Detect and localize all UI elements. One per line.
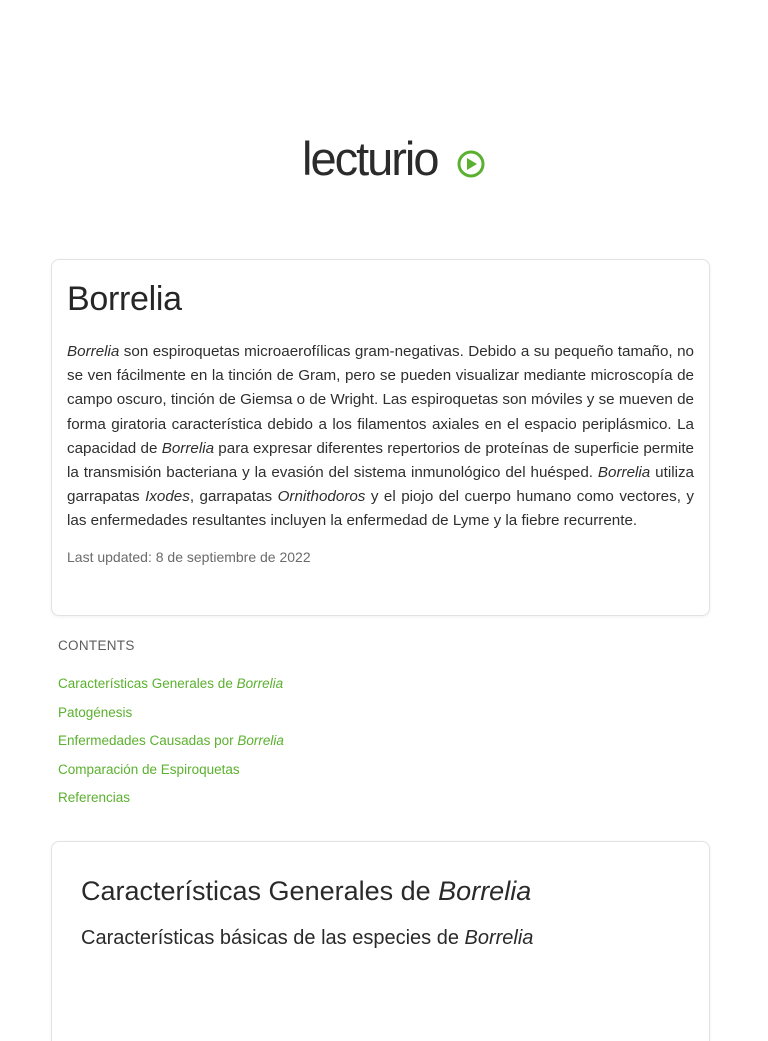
toc-link[interactable]: Comparación de Espiroquetas <box>58 761 240 777</box>
summary-text: para expresar diferentes repertorios de proteínas de superficie permite la transmisión bacteriana y la evasión del sistema inmunológico del huésped. <box>67 439 694 482</box>
toc-link[interactable]: Enfermedades Causadas por Borrelia <box>58 733 284 748</box>
toc-list <box>58 670 698 813</box>
summary-text: , garrapatas <box>189 488 278 506</box>
summary-text: y el piojo del cuerpo humano como vectores, y las enfermedades resultantes incluyen la enfermedad de Lyme y la fiebre recurrente. <box>67 488 694 530</box>
toc-link[interactable]: Referencias <box>58 790 131 805</box>
section-subheading: Características básicas de las especies de Borrelia <box>81 927 534 949</box>
summary-italic-term: Ixodes <box>145 488 190 506</box>
lecturio-logo-mark <box>302 133 486 185</box>
summary-italic-term: Borrelia <box>161 439 215 457</box>
section-card <box>51 841 710 1041</box>
logo-wordmark: lecturio <box>302 133 438 185</box>
article-summary <box>67 340 694 534</box>
summary-text: son espiroquetas microaerofílicas gram-negativas. Debido a su pequeño tamaño, no se ven fácilmente en la tinción de Gram, pero se pueden visualizar mediante microscopía de campo oscuro, tinción de Giemsa o de Wright. Las espiroquetas son móviles y se mueven de forma giratoria característica debido a los filamentos axiales en el espacio periplásmico. La capacidad de <box>67 343 694 457</box>
summary-italic-term: Ornithodoros <box>277 488 366 506</box>
contents-title: CONTENTS <box>58 638 135 653</box>
play-icon <box>467 158 477 170</box>
last-updated: Last updated: 8 de septiembre de 2022 <box>67 548 311 565</box>
section-heading: Características Generales de Borrelia <box>81 876 532 906</box>
toc-link[interactable]: Características Generales de Borrelia <box>58 676 284 691</box>
summary-text: utiliza garrapatas <box>67 464 694 506</box>
toc-link[interactable]: Patogénesis <box>58 704 133 720</box>
table-of-contents <box>58 638 698 813</box>
summary-italic-term: Borrelia <box>597 464 651 482</box>
article-summary-card <box>51 259 710 616</box>
lecturio-logo[interactable] <box>302 133 486 185</box>
summary-italic-term: Borrelia <box>67 343 120 360</box>
page-title: Borrelia <box>67 280 182 318</box>
